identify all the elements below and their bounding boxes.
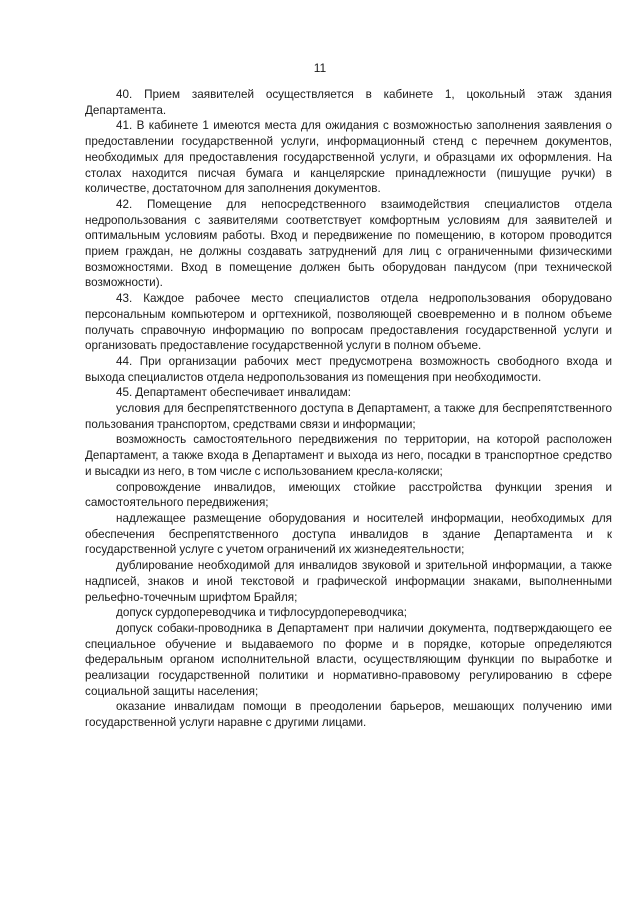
list-item-access-conditions: условия для беспрепятственного доступа в Департамент, а также для беспрепятственного пользования транспортом, средствами связи и информации; <box>85 402 612 431</box>
page-number: 11 <box>313 61 327 75</box>
document-body <box>85 87 612 731</box>
paragraph-43: 43. Каждое рабочее место специалистов отдела недропользования оборудовано персональным компьютером и оргтехникой, позволяющей своевременно и в полном объеме получать справочную информацию по вопросам предоставления государственной услуги и организовать предоставление государственной услуги в полном объеме. <box>85 292 612 353</box>
paragraph-42: 42. Помещение для непосредственного взаимодействия специалистов отдела недропользования с заявителями соответствует комфортным условиям для заявителей и оптимальным условиям работы. Вход и передвижение по помещению, в котором проводится прием граждан, не должны создавать затруднений для лиц с ограниченными физическими возможностями. Вход в помещение должен быть оборудован пандусом (при технической возможности). <box>85 197 612 290</box>
paragraph-40: 40. Прием заявителей осуществляется в кабинете 1, цокольный этаж здания Департамента. <box>85 88 612 117</box>
list-item-information-duplication: дублирование необходимой для инвалидов звуковой и зрительной информации, а также надписей, знаков и иной текстовой и графической информации знаками, выполненными рельефно-точечным шрифтом Брайля; <box>85 559 612 604</box>
paragraph-44: 44. При организации рабочих мест предусмотрена возможность свободного входа и выхода специалистов отдела недропользования из помещения при необходимости. <box>85 354 612 384</box>
paragraph-41: 41. В кабинете 1 имеются места для ожидания с возможностью заполнения заявления о предоставлении государственной услуги, информационный стенд с перечнем документов, необходимых для предоставления государственной услуги, и образцами их оформления. На столах находится писчая бумага и канцелярские принадлежности (пишущие ручки) в количестве, достаточном для заполнения документов. <box>85 119 612 196</box>
list-item-independent-movement: возможность самостоятельного передвижения по территории, на которой расположен Департамент, а также входа в Департамент и выхода из него, посадки в транспортное средство и высадки из него, в том числе с использованием кресла-коляски; <box>85 433 612 478</box>
list-item-interpreter-admission: допуск сурдопереводчика и тифлосурдопереводчика; <box>116 606 408 620</box>
list-item-assistance: оказание инвалидам помощи в преодолении барьеров, мешающих получению ими государственной услуги наравне с другими лицами. <box>85 700 612 730</box>
list-item-escort: сопровождение инвалидов, имеющих стойкие расстройства функции зрения и самостоятельного передвижения; <box>85 480 612 510</box>
paragraph-45: 45. Департамент обеспечивает инвалидам: <box>116 386 351 400</box>
list-item-guide-dog-admission: допуск собаки-проводника в Департамент при наличии документа, подтверждающего ее специальное обучение и выдаваемого по форме и в порядке, которые определяются федеральным органом исполнительной власти, осуществляющим функции по выработке и реализации государственной политики и нормативно-правовому регулированию в сфере социальной защиты населения; <box>85 621 612 698</box>
list-item-equipment-placement: надлежащее размещение оборудования и носителей информации, необходимых для обеспечения беспрепятственного доступа инвалидов в здание Департамента и к государственной услуге с учетом ограничений их жизнедеятельности; <box>85 511 612 557</box>
